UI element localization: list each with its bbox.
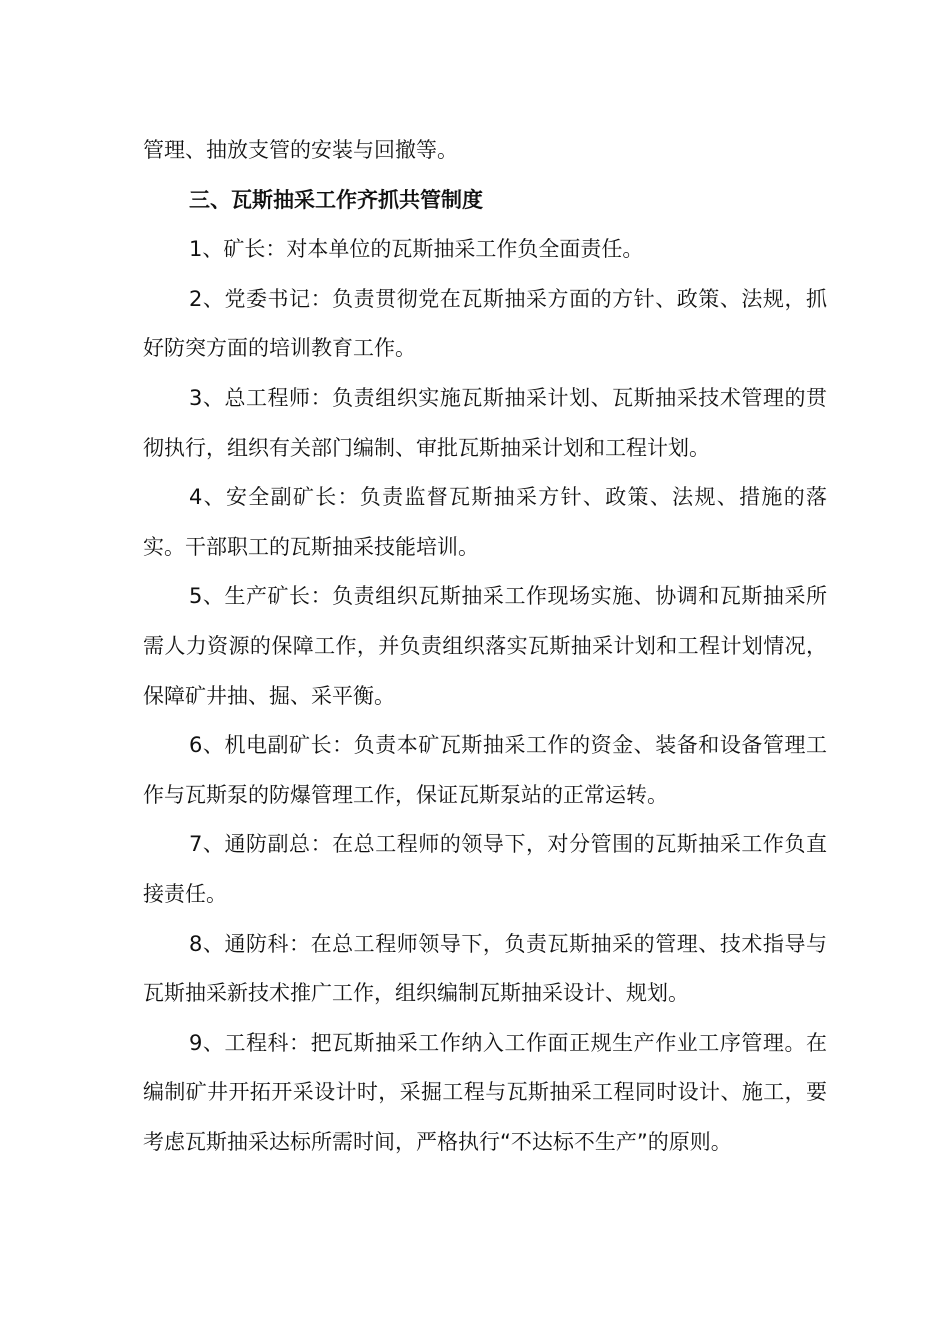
paragraph-item-1: 1、矿长：对本单位的瓦斯抽采工作负全面责任。 (189, 237, 644, 262)
document-body (143, 126, 827, 1167)
section-heading: 三、瓦斯抽采工作齐抓共管制度 (189, 187, 483, 212)
paragraph-item-6: 6、机电副矿长：负责本矿瓦斯抽采工作的资金、装备和设备管理工作与瓦斯泵的防爆管理工作，保证瓦斯泵站的正常运转。 (143, 733, 827, 807)
paragraph-item-8: 8、通防科：在总工程师领导下，负责瓦斯抽采的管理、技术指导与瓦斯抽采新技术推广工作，组织编制瓦斯抽采设计、规划。 (143, 931, 827, 1006)
paragraph-item-3: 3、总工程师：负责组织实施瓦斯抽采计划、瓦斯抽采技术管理的贯彻执行，组织有关部门编制、审批瓦斯抽采计划和工程计划。 (143, 385, 827, 460)
paragraph-item-5: 5、生产矿长：负责组织瓦斯抽采工作现场实施、协调和瓦斯抽采所需人力资源的保障工作，并负责组织落实瓦斯抽采计划和工程计划情况，保障矿井抽、掘、采平衡。 (143, 584, 827, 708)
paragraph-item-7: 7、通防副总：在总工程师的领导下，对分管围的瓦斯抽采工作负直接责任。 (143, 832, 827, 906)
paragraph-item-4: 4、安全副矿长：负责监督瓦斯抽采方针、政策、法规、措施的落实。干部职工的瓦斯抽采技能培训。 (143, 485, 827, 559)
paragraph-item-9: 9、工程科：把瓦斯抽采工作纳入工作面正规生产作业工序管理。在编制矿井开拓开采设计时，采掘工程与瓦斯抽采工程同时设计、施工，要考虑瓦斯抽采达标所需时间，严格执行“不达标不生产”的原则。 (143, 1030, 827, 1154)
paragraph-continuation: 管理、抽放支管的安装与回撤等。 (143, 138, 458, 162)
paragraph-item-2: 2、党委书记：负责贯彻党在瓦斯抽采方面的方针、政策、法规，抓好防突方面的培训教育工作。 (143, 286, 827, 361)
